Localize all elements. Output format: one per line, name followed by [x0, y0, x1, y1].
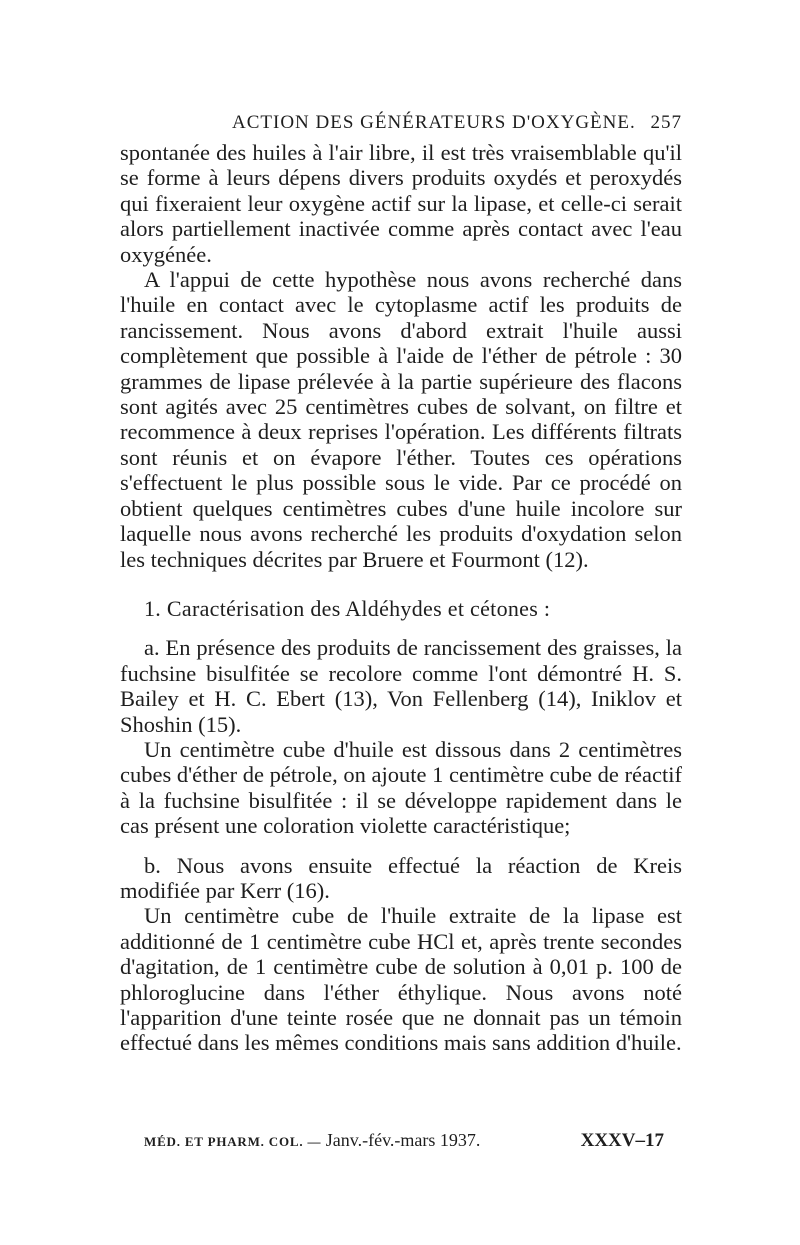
paragraph-hypothesis: A l'appui de cette hypothèse nous avons recherché dans l'huile en contact avec le cytoplasme actif les produits de rancissement. Nous avons d'abord extrait l'huile aussi complètement que possible à l'aide de l'éther de pétrole : 30 grammes de lipase prélevée à la partie supérieure des flacons sont agités avec 25 centimètres cubes de solvant, on filtre et recommence à deux reprises l'opération. Les différents filtrats sont réunis et on évapore l'éther. Toutes ces opérations s'effectuent le plus possible sous le vide. Par ce procédé on obtient quelques centimètres cubes d'une huile incolore sur laquelle nous avons recherché les produits d'oxydation selon les techniques décrites par Bruere et Fourmont (12). — [120, 267, 682, 572]
footer-journal: MÉD. ET PHARM. COL. — — [144, 1134, 322, 1149]
running-header — [120, 112, 682, 140]
document-page — [120, 112, 682, 1056]
item-b-continuation: Un centimètre cube de l'huile extraite de la lipase est additionné de 1 centimètre cube HCl et, après trente secondes d'agitation, de 1 centimètre cube de solution à 0,01 p. 100 de phloroglucine dans l'éther éthylique. Nous avons noté l'apparition d'une teinte rosée que ne donnait pas un témoin effectué dans les mêmes conditions mais sans addition d'huile. — [120, 903, 682, 1056]
item-b-paragraph: b. Nous avons ensuite effectué la réaction de Kreis modifiée par Kerr (16). — [120, 852, 682, 903]
footer-signature: XXXV–17 — [580, 1130, 664, 1151]
running-title: ACTION DES GÉNÉRATEURS D'OXYGÈNE. — [232, 112, 636, 133]
footer-date: Janv.-fév.-mars 1937. — [325, 1130, 481, 1150]
paragraph-continuation: spontanée des huiles à l'air libre, il est très vraisemblable qu'il se forme à leurs dépens divers produits oxydés et peroxydés qui fixeraient leur oxygène actif sur la lipase, et celle-ci serait alors partiellement inactivée comme après contact avec l'eau oxygénée. — [120, 140, 682, 267]
page-footer — [144, 1130, 664, 1151]
page-number: 257 — [650, 112, 682, 133]
item-a-paragraph: a. En présence des produits de rancissement des graisses, la fuchsine bisulfitée se recolore comme l'ont démontré H. S. Bailey et H. C. Ebert (13), Von Fellenberg (14), Iniklov et Shoshin (15). — [120, 635, 682, 737]
body-text — [120, 140, 682, 1056]
section-heading: 1. Caractérisation des Aldéhydes et cétones : — [144, 595, 551, 621]
item-a-continuation: Un centimètre cube d'huile est dissous dans 2 centimètres cubes d'éther de pétrole, on ajoute 1 centimètre cube de réactif à la fuchsine bisulfitée : il se développe rapidement dans le cas présent une coloration violette caractéristique; — [120, 736, 682, 839]
